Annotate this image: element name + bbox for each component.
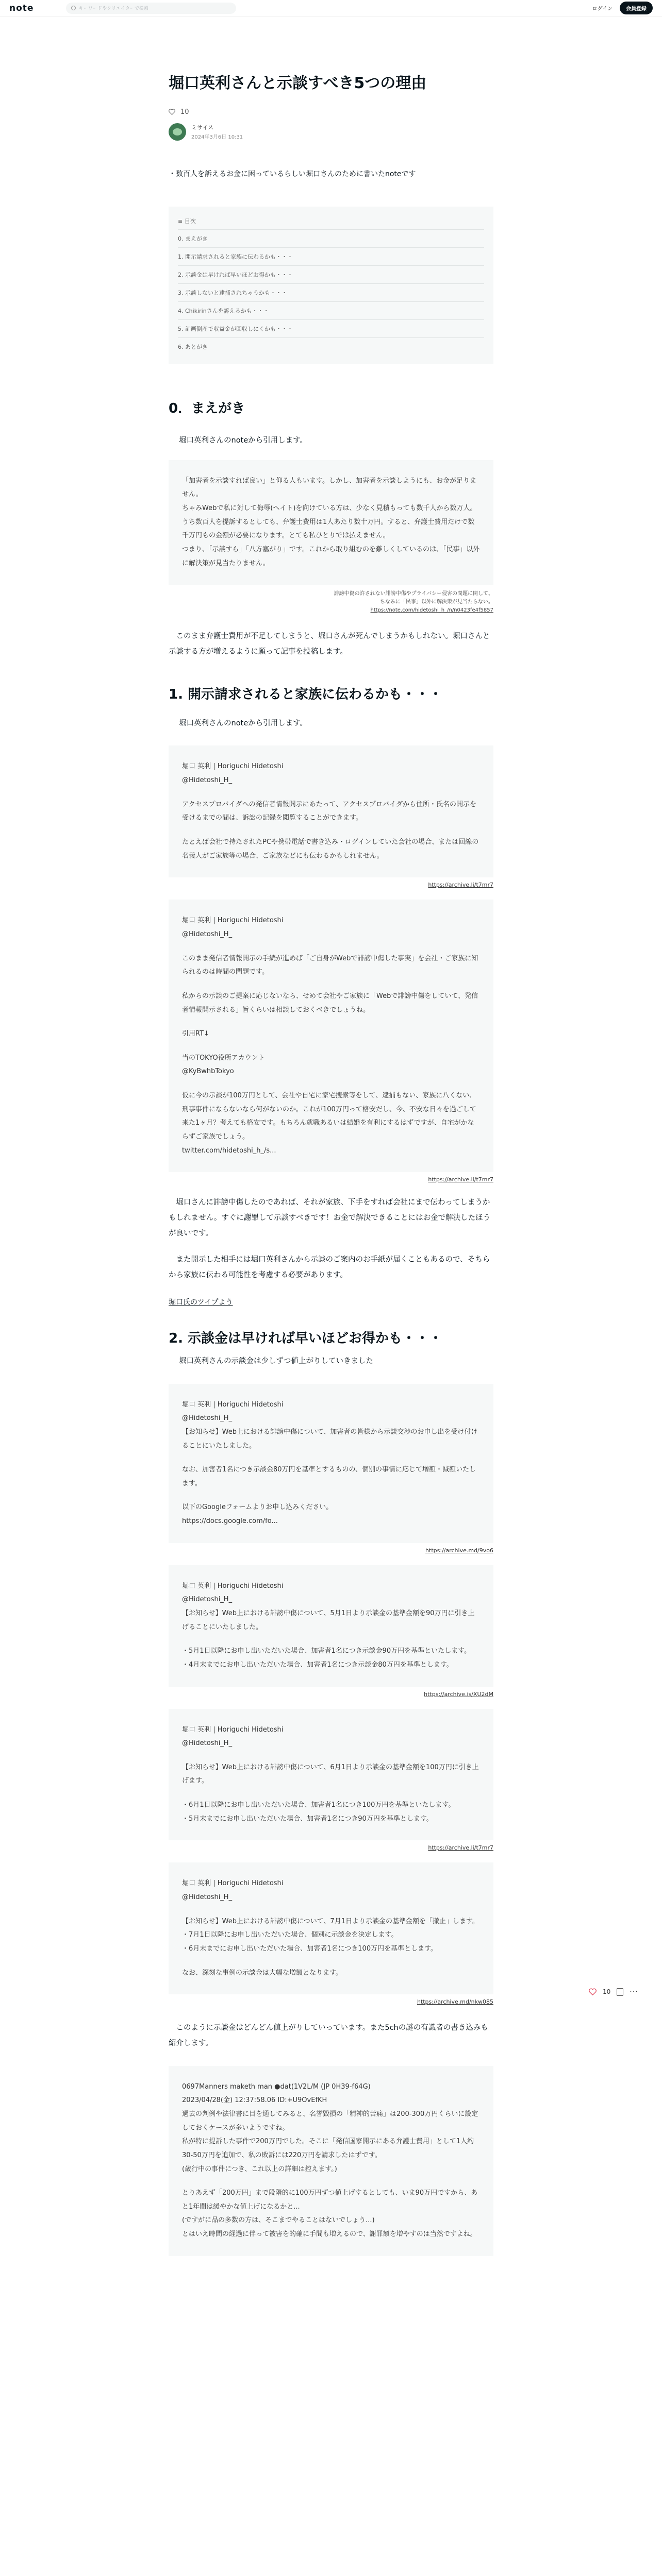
quote-line: (ですがに品の多数の方は、そこまでやることはないでしょう...)	[182, 2216, 375, 2225]
tweet-handle: @Hidetoshi_H_	[182, 776, 233, 785]
note-logo[interactable]: note	[9, 3, 34, 13]
inline-link[interactable]: 堀口氏のツイプよう	[169, 1298, 233, 1307]
source-link[interactable]: https://archive.md/nkw085	[417, 1998, 493, 2006]
tweet-text: ・7月1日以降にお申し出いただいた場合、個別に示談金を決定します。	[182, 1931, 398, 1939]
tweet-handle: @Hidetoshi_H_	[182, 1739, 233, 1748]
tweet-text: アクセスプロバイダへの発信者情報開示にあたって、アクセスプロバイダから住所・氏名の開示を受けるまでの間は、訴訟の記録を閲覧することができます。	[182, 800, 476, 822]
quote-line: (歳行中の事件につき、これ以上の詳細は控えます。)	[182, 2165, 337, 2173]
side-like-count: 10	[603, 1988, 611, 1995]
tweet-text: 私からの示談のご提案に応じないなら、せめて会社やご家族に「Webで誹謗中傷をしていて、発信者情報開示される」旨くらいは相談しておくべきでしょうね。	[182, 992, 478, 1014]
source-link[interactable]: https://archive.li/t7mr7	[428, 882, 493, 889]
tweet-author: 堀口 英利 | Horiguchi Hidetoshi	[182, 762, 284, 771]
tweet-handle: @Hidetoshi_H_	[182, 1893, 233, 1902]
quote-line: 過去の判例や法律書に目を通してみると、名誉毀損の「精神的苦痛」は200-300万円くらいに設定しておくケースが多いようですね。	[182, 2110, 478, 2132]
tweet-text: 【お知らせ】Web上における誹謗中傷について、7月1日より示談金の基準金額を「撤止」します。	[182, 1917, 479, 1925]
embedded-tweet	[169, 900, 493, 1172]
tweet-text: 【お知らせ】Web上における誹謗中傷について、加害者の皆様から示談交渉のお申し出を受け付けることにいたしました。	[182, 1428, 478, 1450]
side-actions	[589, 1988, 638, 1996]
paragraph: このように示談金はどんどん値上がりしていっています。また5chの謎の有識者の書き込みも紹介します。	[169, 2024, 488, 2047]
search-placeholder: キーワードやクリエイターで検索	[79, 6, 148, 11]
tweet-text: ・6月1日以降にお申し出いただいた場合、加害者1名につき100万円を基準といたします。	[182, 1801, 455, 1809]
author-block[interactable]	[169, 123, 493, 141]
section-intro: 堀口英利さんの示談金は少しずつ値上がりしていきました	[179, 1357, 373, 1365]
quote-line: 私が特に提訴した事件で200万円でした。そこに「発信国家開示にある弁護士費用」として1人約30-50万円を追加で、私の敗訴には220万円を請求したはずです。	[182, 2138, 474, 2159]
tweet-text: ・5月1日以降にお申し出いただいた場合、加害者1名につき示談金90万円を基準といたします。	[182, 1647, 471, 1655]
tweet-author: 堀口 英利 | Horiguchi Hidetoshi	[182, 917, 284, 925]
publish-date: 2024年3月6日 10:31	[191, 134, 243, 140]
search-input[interactable]	[66, 3, 236, 14]
toc-item[interactable]: 1. 開示請求されると家族に伝わるかも・・・	[178, 248, 484, 266]
tweet-text: 【お知らせ】Web上における誹謗中傷について、5月1日より示談金の基準金額を90万円に引き上げることにいたしました。	[182, 1609, 475, 1631]
toc-item[interactable]: 2. 示談金は早ければ早いほどお得かも・・・	[178, 266, 484, 284]
tweet-text: ・5月末までにお申し出いただいた場合、加害者1名につき90万円を基準とします。	[182, 1815, 433, 1823]
source-link[interactable]: https://archive.li/t7mr7	[428, 1176, 493, 1183]
tweet-text: 仮に今の示談が100万円として、会社や自宅に家宅捜索等をして、逮捕もない、家族に八くない、刑事事件にならないなら何がないのか。これが100万円って格安だし、今、不安な日々を過ごして来た1ヶ月？考えても格安です。もちろん就職あるいは結婚を有利にするはずですが、自宅がかならずご家族でしょう。	[182, 1092, 476, 1141]
quote-citation: 誹謗中傷の許されない誹謗中傷やプライバシー侵害の問題に関して、 ちなみに「民事」以外に解決策が見当たらない。 https://note.com/hidetoshi_h_/n/n0423fe4f5857	[334, 591, 493, 614]
section-intro: 堀口英利さんのnoteから引用します。	[179, 436, 308, 445]
section-heading-2: 2. 示談金は早ければ早いほどお得かも・・・	[169, 1330, 443, 1346]
quote-line: とはいえ時間の経過に伴って被害を的確に手間も増えるので、謝罪額を増やすのは当然ですよね。	[182, 2230, 477, 2239]
tweet-text: ・4月末までにお申し出いただいた場合、加害者1名につき示談金80万円を基準とします。	[182, 1660, 453, 1669]
tweet-text: 【お知らせ】Web上における誹謗中傷について、6月1日より示談金の基準金額を100万円に引き上げます。	[182, 1763, 479, 1785]
like-count-row[interactable]	[169, 108, 493, 116]
toc-item[interactable]: 6. あとがき	[178, 344, 208, 351]
top-header	[0, 0, 662, 16]
login-link[interactable]: ログイン	[592, 6, 613, 12]
more-icon[interactable]: ···	[630, 1988, 638, 1996]
toc-item[interactable]: 4. Chikirinさんを訴えるかも・・・	[178, 302, 484, 320]
paragraph: 堀口さんに誹謗中傷したのであれば、それが家族、下手をすれば会社にまで伝わってしまうかもしれません。すぐに謝罪して示談すべきです！お金で解決できることにはお金で解決したほうが良いです。	[169, 1198, 491, 1238]
tweet-text: 当のTOKYO役所アカウント	[182, 1054, 265, 1062]
tweet-text: なお、加害者1名につき示談金80万円を基準とするものの、個別の事情に応じて増額・減額いたします。	[182, 1466, 476, 1487]
tweet-author: 堀口 英利 | Horiguchi Hidetoshi	[182, 1879, 284, 1888]
tweet-text: 以下のGoogleフォームよりお申し込みください。	[182, 1503, 333, 1512]
tweet-handle: @Hidetoshi_H_	[182, 1414, 233, 1422]
paragraph: また開示した相手には堀口英利さんから示談のご案内のお手紙が届くこともあるので、そちらから家族に伝わる可能性を考慮する必要があります。	[169, 1256, 490, 1280]
search-icon	[71, 6, 76, 10]
heart-icon[interactable]	[169, 109, 175, 115]
embedded-tweet	[169, 1709, 493, 1841]
section-intro: 堀口英利さんのnoteから引用します。	[179, 719, 308, 727]
tweet-text: たとえば会社で持たされたPCや携帯電話で書き込み・ログインしていた会社の場合、または回線の名義人がご家族等の場合、ご家族などにも伝わるかもしれません。	[182, 838, 479, 860]
article-title: 堀口英利さんと示談すべき5つの理由	[169, 74, 427, 92]
tweet-text: @KyBwhbTokyo	[182, 1067, 234, 1076]
bookmark-icon[interactable]	[617, 1988, 623, 1996]
source-link[interactable]: https://archive.md/9vo6	[425, 1547, 493, 1554]
section-heading-1: 1. 開示請求されると家族に伝わるかも・・・	[169, 686, 443, 702]
tweet-author: 堀口 英利 | Horiguchi Hidetoshi	[182, 1582, 284, 1590]
tweet-text: ・6月末までにお申し出いただいた場合、加害者1名につき100万円を基準とします。	[182, 1944, 438, 1953]
quote-line: 0697Manners maketh man ●dat(1V2L/M (JP 0H39-f64G)	[182, 2082, 371, 2091]
embedded-tweet	[169, 1862, 493, 1994]
tweet-text: なお、深刻な事例の示談金は大幅な増額となります。	[182, 1969, 342, 1977]
blockquote	[169, 2066, 493, 2256]
quote-paragraph: つまり、「示談すら」「八方塞がり」です。これから取り組むのを難しくしているのは、「民事」以外に解決策が見当たりません。	[182, 546, 480, 567]
tweet-text: このまま発信者情報開示の手続が進めば「ご自身がWebで誹謗中傷した事実」を会社・ご家族に知られるのは時間の問題です。	[182, 954, 478, 976]
section-heading-0: 0．まえがき	[169, 401, 245, 417]
quote-paragraph: 「加害者を示談すれば良い」と仰る人もいます。しかし、加害者を示談しようにも、お金が足りません。	[182, 477, 476, 499]
embedded-tweet	[169, 745, 493, 877]
like-heart-icon[interactable]	[589, 1988, 597, 1995]
source-link[interactable]: https://archive.li/t7mr7	[428, 1844, 493, 1852]
quote-line: とりあえず「200万円」まで段階的に100万円ずつ値上げするとしても、いま90万円ですから、あと1年間は緩やかな値上げになるかと...	[182, 2189, 478, 2211]
tweet-url: https://docs.google.com/fo...	[182, 1517, 278, 1526]
embedded-tweet	[169, 1384, 493, 1543]
like-count: 10	[180, 108, 189, 116]
quote-line: 2023/04/28(金) 12:37:58.06 ID:+U9OvEfKH	[182, 2096, 327, 2105]
tweet-author: 堀口 英利 | Horiguchi Hidetoshi	[182, 1400, 284, 1409]
quote-paragraph: ちゃみWebで私に対して侮辱(ヘイト)を向けている方は、少なく見積もっても数千人から数万人。うち数百人を提訴するとしても、弁護士費用は1人あたり数十万円。すると、弁護士費用だけで数千万円もの金額が必要になります。とても私ひとりでは払えません。	[182, 504, 477, 540]
source-link[interactable]: https://archive.is/XU2dM	[424, 1690, 493, 1698]
article	[169, 72, 493, 2256]
article-lead: ・数百人を訴えるお金に困っているらしい堀口さんのために書いたnoteです	[169, 170, 416, 178]
signup-button[interactable]: 会員登録	[620, 2, 653, 14]
table-of-contents	[169, 207, 493, 364]
tweet-url: twitter.com/hidetoshi_h_/s...	[182, 1146, 276, 1155]
tweet-text: 引用RT↓	[182, 1030, 209, 1038]
tweet-author: 堀口 英利 | Horiguchi Hidetoshi	[182, 1725, 284, 1734]
toc-heading[interactable]: ≡ 目次	[178, 217, 484, 230]
avatar[interactable]	[169, 123, 186, 141]
author-name[interactable]: ミサイス	[191, 124, 214, 131]
toc-item[interactable]: 3. 示談しないと逮捕されちゃうかも・・・	[178, 284, 484, 302]
tweet-handle: @Hidetoshi_H_	[182, 1596, 233, 1604]
embedded-tweet	[169, 1565, 493, 1687]
toc-item[interactable]: 5. 計画倒産で収益金が回収しにくかも・・・	[178, 320, 484, 338]
paragraph: このまま弁護士費用が不足してしまうと、堀口さんが死んでしまうかもしれない。堀口さんと示談する方が増えるように願って記事を投稿します。	[169, 632, 490, 656]
blockquote	[169, 460, 493, 585]
tweet-handle: @Hidetoshi_H_	[182, 930, 233, 938]
toc-item[interactable]: 0. まえがき	[178, 230, 484, 248]
citation-link[interactable]: https://note.com/hidetoshi_h_/n/n0423fe4f5857	[370, 607, 493, 614]
